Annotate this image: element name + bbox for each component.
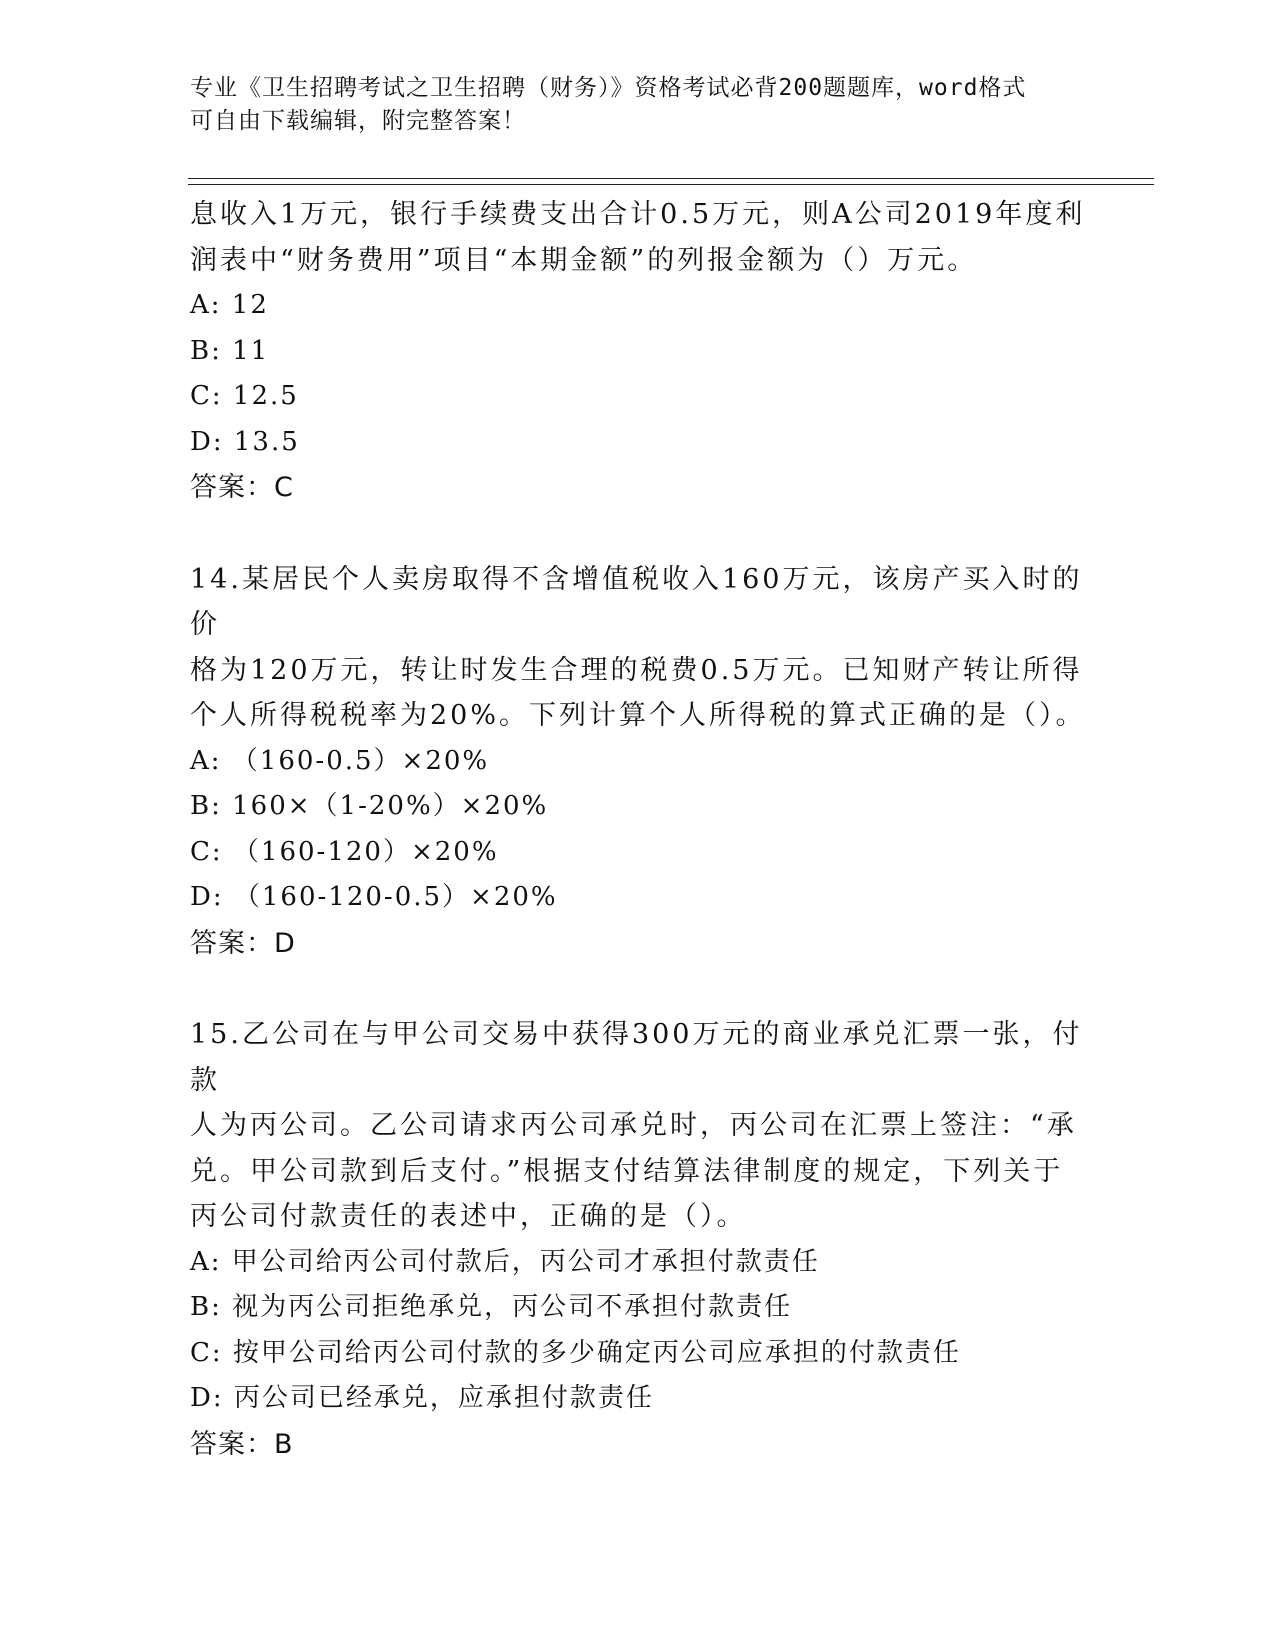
option-c: C: 12.5 [190, 381, 299, 411]
answer-key: 答案：D [190, 927, 296, 959]
header-title-line-2: 可自由下载编辑，附完整答案！ [190, 108, 526, 134]
option-a: A: 12 [190, 290, 269, 320]
header-divider-bottom [188, 184, 1154, 185]
question-stem-line: 个人所得税税率为20%。下列计算个人所得税的算式正确的是（）。 [190, 700, 1086, 731]
spacer [190, 511, 1090, 557]
question-13 [190, 192, 1090, 511]
option-d: D: 丙公司已经承兑，应承担付款责任 [190, 1383, 654, 1413]
option-d: D: （160-120-0.5）×20% [190, 882, 558, 912]
question-15 [190, 1012, 1090, 1467]
question-14 [190, 557, 1090, 967]
question-stem-line: 丙公司付款责任的表述中，正确的是（）。 [190, 1201, 747, 1232]
option-a: A: 甲公司给丙公司付款后，丙公司才承担付款责任 [190, 1246, 820, 1277]
question-stem-line: 润表中“财务费用”项目“本期金额”的列报金额为（）万元。 [190, 244, 978, 276]
option-c: C: 按甲公司给丙公司付款的多少确定丙公司应承担的付款责任 [190, 1337, 961, 1368]
option-c: C: （160-120）×20% [190, 836, 499, 867]
option-b: B: 160×（1-20%）×20% [190, 791, 549, 821]
answer-key: 答案：B [190, 1428, 294, 1460]
question-stem-line: 人为丙公司。乙公司请求丙公司承兑时，丙公司在汇票上签注：“承 [190, 1110, 1077, 1141]
option-b: B: 视为丙公司拒绝承兑，丙公司不承担付款责任 [190, 1292, 793, 1322]
answer-key: 答案：C [190, 472, 294, 503]
spacer [190, 966, 1090, 1012]
question-stem-line: 格为120万元，转让时发生合理的税费0.5万元。已知财产转让所得 [190, 654, 1083, 686]
option-a: A: （160-0.5）×20% [190, 745, 490, 776]
question-stem-line: 15.乙公司在与甲公司交易中获得300万元的商业承兑汇票一张，付款 [190, 1019, 1083, 1096]
header-title-line-1: 专业《卫生招聘考试之卫生招聘（财务）》资格考试必背200题题库，word格式 [190, 75, 1027, 101]
option-d: D: 13.5 [190, 426, 300, 457]
option-b: B: 11 [190, 335, 270, 366]
document-header [190, 72, 1070, 138]
document-body [190, 192, 1090, 1467]
header-divider-top [188, 178, 1154, 179]
question-stem-line: 兑。甲公司款到后支付。”根据支付结算法律制度的规定，下列关于 [190, 1155, 1064, 1187]
question-stem-line: 14.某居民个人卖房取得不含增值税收入160万元，该房产买入时的价 [190, 563, 1083, 640]
question-stem-line: 息收入1万元，银行手续费支出合计0.5万元，则A公司2019年度利 [190, 199, 1086, 230]
